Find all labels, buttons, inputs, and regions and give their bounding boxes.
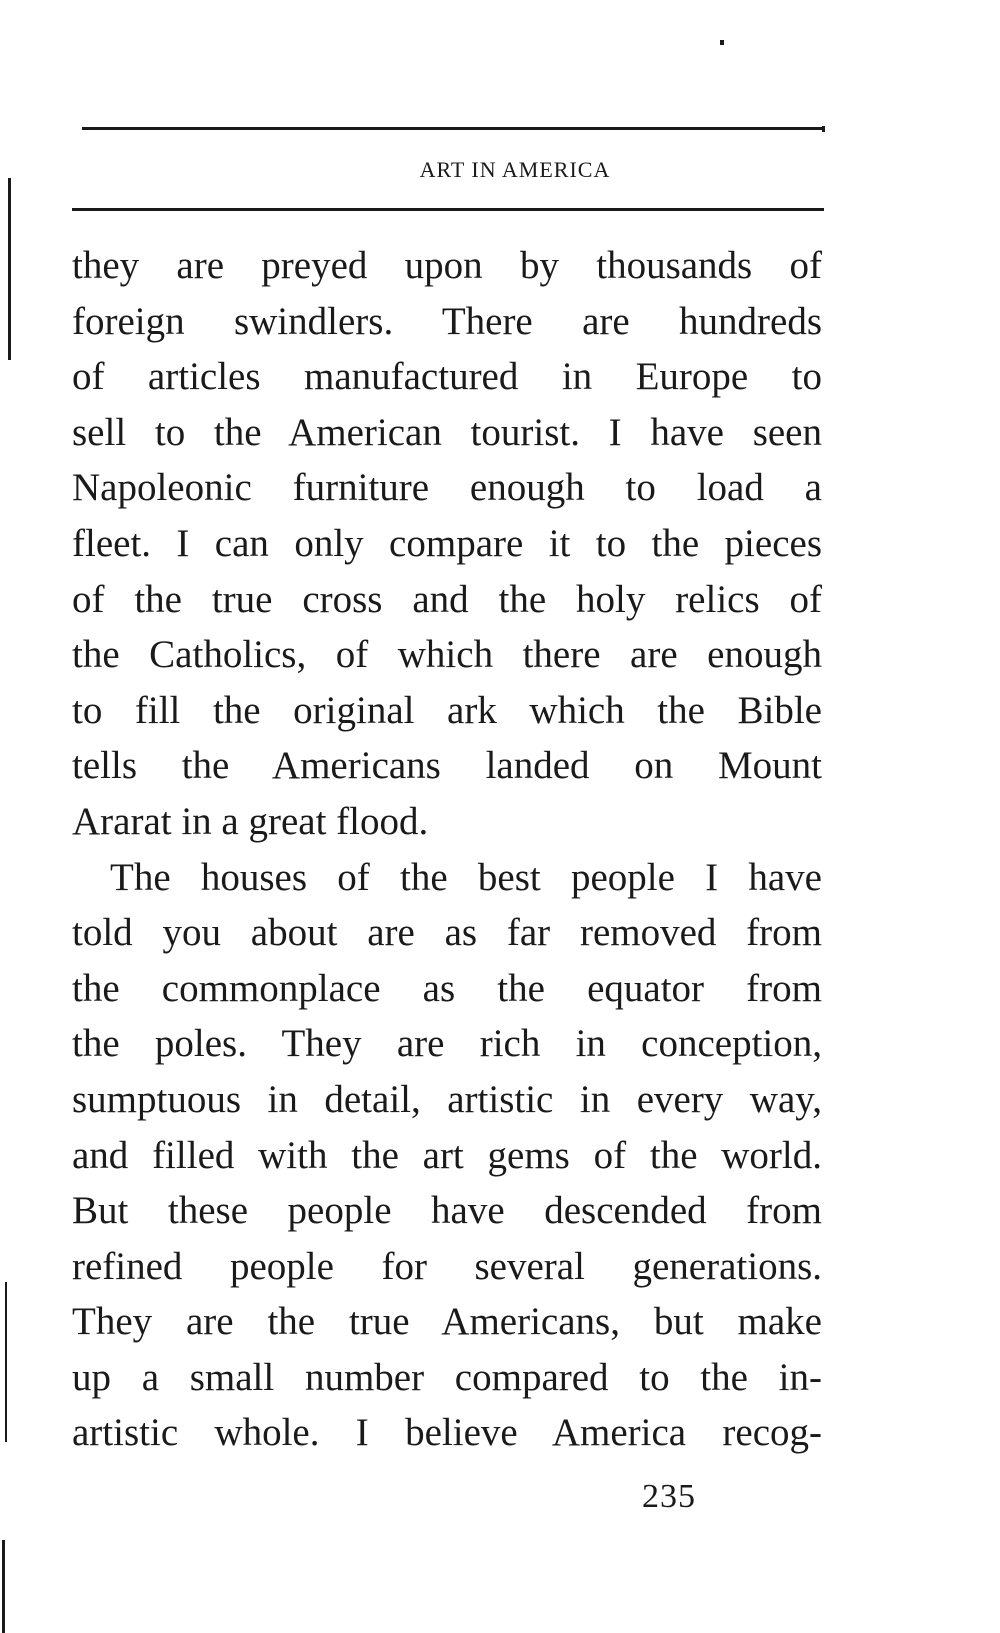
text-line: of articles manufactured in Europe to <box>72 355 822 399</box>
text-line: and filled with the art gems of the world. <box>72 1133 822 1177</box>
scan-edge-mark <box>8 178 11 360</box>
text-line: of the true cross and the holy relics of <box>72 577 822 621</box>
text-line: sumptuous in detail, artistic in every way, <box>72 1077 822 1121</box>
scan-edge-mark <box>2 1540 5 1633</box>
text-line: the commonplace as the equator from <box>72 966 822 1010</box>
scan-edge-mark <box>5 1282 7 1442</box>
text-line: foreign swindlers. There are hundreds <box>72 299 822 343</box>
body-text <box>72 238 822 1461</box>
page-number: 235 <box>642 1478 696 1515</box>
text-line: up a small number compared to the in- <box>72 1355 822 1399</box>
text-line: But these people have descended from <box>72 1189 822 1233</box>
text-line: They are the true Americans, but make <box>72 1300 822 1344</box>
header-rule-top <box>82 127 822 130</box>
text-line: Napoleonic furniture enough to load a <box>72 466 822 510</box>
text-line: tells the Americans landed on Mount <box>72 744 822 788</box>
text-line: The houses of the best people I have <box>110 855 822 899</box>
scan-speck <box>720 40 724 45</box>
running-title: ART IN AMERICA <box>419 157 611 182</box>
text-line: to fill the original ark which the Bible <box>72 688 822 732</box>
text-line: artistic whole. I believe America recog- <box>72 1411 822 1455</box>
text-line: told you about are as far removed from <box>72 911 822 955</box>
text-line: they are preyed upon by thousands of <box>72 244 822 287</box>
text-line: the Catholics, of which there are enough <box>72 633 822 677</box>
text-line: fleet. I can only compare it to the pieces <box>72 521 822 565</box>
text-line: refined people for several generations. <box>72 1244 822 1288</box>
scan-speck <box>822 126 825 132</box>
text-line: the poles. They are rich in conception, <box>72 1022 822 1066</box>
text-line: Ararat in a great flood. <box>72 799 429 843</box>
header-rule-bottom <box>72 208 824 211</box>
text-line: sell to the American tourist. I have seen <box>72 410 822 454</box>
